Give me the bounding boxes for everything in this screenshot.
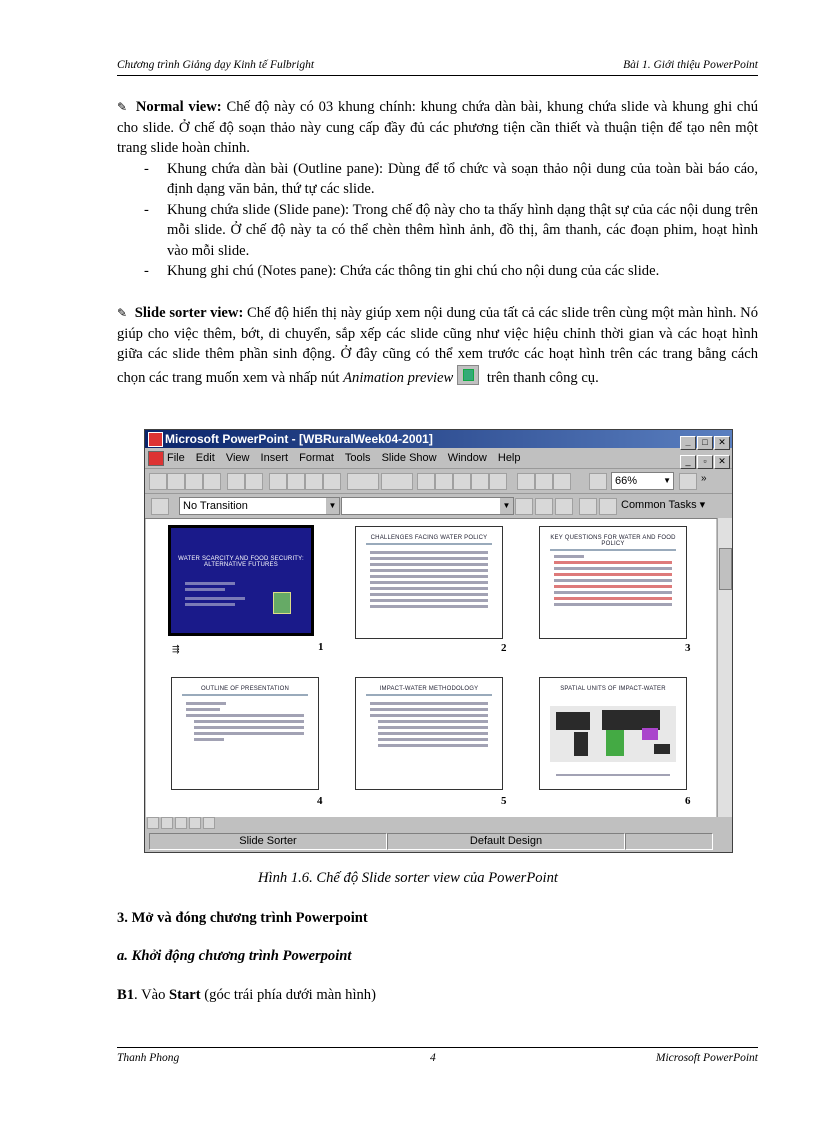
- slide-rule: [550, 549, 676, 551]
- slide-line: [370, 708, 488, 711]
- menu-help[interactable]: Help: [497, 452, 521, 464]
- slide-line: [370, 593, 488, 596]
- sorter-view-tail: trên thanh công cụ.: [483, 369, 599, 386]
- document-icon[interactable]: [148, 451, 164, 466]
- preset-animation-select[interactable]: [341, 497, 514, 515]
- map-region: [654, 744, 670, 754]
- slide-line: [378, 744, 488, 747]
- slide-line: [370, 599, 488, 602]
- slide-line: [378, 720, 488, 723]
- slide-line: [186, 708, 220, 711]
- slide-line: [554, 603, 672, 606]
- sorter-view-section: [117, 303, 758, 388]
- header-left: Chương trình Giảng dạy Kinh tế Fulbright: [117, 59, 315, 71]
- chevron-down-icon: ▼: [663, 476, 671, 485]
- animation-preview-term: Animation preview: [343, 369, 454, 386]
- slide-line: [554, 579, 672, 582]
- transition-select[interactable]: [179, 497, 340, 515]
- title-bar: [145, 430, 732, 448]
- cut-icon[interactable]: [269, 473, 287, 490]
- slide-sorter-toolbar: [145, 494, 732, 519]
- slide-number: 6: [685, 795, 691, 807]
- doc-close-button[interactable]: ✕: [714, 455, 730, 469]
- slide-thumbnail-3[interactable]: [539, 526, 687, 639]
- new-slide-icon[interactable]: [489, 473, 507, 490]
- slide-number: 5: [501, 795, 507, 807]
- logo-image: [273, 592, 291, 614]
- slide-line: [370, 702, 488, 705]
- menu-tools[interactable]: Tools: [344, 452, 371, 464]
- slide-sorter-pane: [146, 518, 716, 818]
- world-map-image: [550, 706, 676, 762]
- menu-window[interactable]: Window: [447, 452, 487, 464]
- section-3-heading: 3. Mở và đóng chương trình Powerpoint: [117, 910, 368, 926]
- slide-title: KEY QUESTIONS FOR WATER AND FOOD POLICY: [550, 535, 676, 547]
- common-tasks-label: Common Tasks: [621, 499, 697, 511]
- slide-number: 2: [501, 642, 507, 654]
- list-item: - Khung chứa dàn bài (Outline pane): Dùng để tổ chức và soạn thảo nội dung của toàn bài báo cáo, định dạng văn bản, thứ tự các slide.: [117, 159, 758, 200]
- slide-line: [370, 581, 488, 584]
- slide-number: 4: [317, 795, 323, 807]
- slide-line: [556, 774, 670, 776]
- slide-line: [185, 582, 235, 585]
- slide-line: [554, 567, 672, 570]
- outline-view-icon[interactable]: [161, 817, 173, 829]
- slide-thumbnail-6[interactable]: [539, 677, 687, 790]
- chevron-down-icon: ▼: [500, 498, 513, 514]
- animation-preview-button[interactable]: [515, 498, 533, 515]
- slide-line: [554, 585, 672, 588]
- menu-view[interactable]: View: [225, 452, 250, 464]
- start-term: Start: [169, 987, 201, 1003]
- slide-show-icon[interactable]: [203, 817, 215, 829]
- normal-view-title: Normal view:: [135, 99, 222, 115]
- slide-line: [185, 597, 245, 600]
- slide-line: [554, 561, 672, 564]
- email-icon[interactable]: [203, 473, 221, 490]
- powerpoint-app-icon: [148, 432, 163, 447]
- help-icon[interactable]: [679, 473, 697, 490]
- slide-title: CHALLENGES FACING WATER POLICY: [370, 535, 488, 541]
- copy-icon[interactable]: [287, 473, 305, 490]
- expand-icon[interactable]: [517, 473, 535, 490]
- menu-edit[interactable]: Edit: [195, 452, 215, 464]
- format-painter-icon[interactable]: [323, 473, 341, 490]
- page-number: 4: [430, 1052, 436, 1064]
- status-design: Default Design: [387, 833, 625, 850]
- common-tasks-button[interactable]: Common Tasks ▾: [621, 499, 706, 511]
- slide-number: 1: [318, 641, 324, 653]
- slide-line: [194, 726, 304, 729]
- slide-line: [370, 587, 488, 590]
- hide-slide-icon[interactable]: [535, 498, 553, 515]
- list-item: - Khung chứa slide (Slide pane): Trong chế độ này cho ta thấy hình dạng thật sự của các nội dung trên mỗi slide. Ở chế độ này ta có thể chèn thêm hình ảnh, đồ thị, âm thanh, các đoạn phim, hoạt hình vào mỗi slide.: [117, 200, 758, 262]
- normal-view-paragraph: [117, 97, 758, 159]
- slide-title: WATER SCARCITY AND FOOD SECURITY: ALTERNATIVE FUTURES: [178, 556, 304, 568]
- open-icon[interactable]: [167, 473, 185, 490]
- normal-view-section: [117, 97, 758, 282]
- redo-icon[interactable]: [381, 473, 413, 490]
- slide-line: [194, 732, 304, 735]
- slide-line: [378, 732, 488, 735]
- step-label: B1: [117, 987, 135, 1003]
- standard-toolbar: [145, 469, 732, 494]
- menu-format[interactable]: Format: [299, 452, 334, 464]
- slide-view-icon[interactable]: [175, 817, 187, 829]
- slide-rule: [182, 694, 308, 696]
- map-region: [602, 710, 660, 730]
- rehearse-timings-icon[interactable]: [555, 498, 573, 515]
- sorter-view-text: Chế độ hiển thị này giúp xem nội dung của tất cả các slide trên cùng một màn hình. Nó giúp cho việc thêm, bớt, di chuyển, sắp xếp các slide cũng như việc hiệu chỉnh thời gian và các hoạt hình giữa các slide thêm phần sinh động. Ở đây cũng có thể xem trước các hoạt hình trên các trang bằng cách chọn các trang muốn xem và nhấp nút: [117, 305, 758, 386]
- slide-number: 3: [685, 642, 691, 654]
- slide-line: [370, 557, 488, 560]
- slide-line: [554, 573, 672, 576]
- slide-title: OUTLINE OF PRESENTATION: [200, 686, 290, 692]
- window-title: Microsoft PowerPoint - [WBRuralWeek04-2001]: [165, 432, 433, 446]
- list-item: - Khung ghi chú (Notes pane): Chứa các thông tin ghi chú cho nội dung của các slide.: [117, 261, 758, 282]
- powerpoint-window: [144, 429, 733, 853]
- slide-line: [194, 720, 304, 723]
- chevron-down-icon: ▼: [326, 498, 339, 514]
- doc-minimize-button[interactable]: _: [680, 455, 696, 469]
- slide-sorter-view-icon[interactable]: [189, 817, 201, 829]
- spelling-icon[interactable]: [245, 473, 263, 490]
- slide-line: [185, 603, 235, 606]
- slide-line: [370, 569, 488, 572]
- scroll-thumb[interactable]: [719, 548, 732, 590]
- status-bar: [145, 832, 730, 850]
- slide-line: [370, 551, 488, 554]
- slide-rule: [366, 543, 492, 545]
- slide-line: [554, 591, 672, 594]
- zoom-value: 66%: [615, 475, 638, 487]
- map-region: [574, 732, 588, 756]
- menu-slide-show[interactable]: Slide Show: [381, 452, 437, 464]
- map-region: [642, 728, 658, 740]
- minimize-button[interactable]: _: [680, 436, 696, 450]
- slide-line: [370, 575, 488, 578]
- pen-bullet-icon: ✎: [117, 100, 128, 114]
- show-formatting-icon[interactable]: [535, 473, 553, 490]
- text-size-icon[interactable]: [589, 473, 607, 490]
- transition-value: No Transition: [183, 500, 248, 512]
- slide-line: [370, 605, 488, 608]
- hyperlink-icon[interactable]: [417, 473, 435, 490]
- step-text: . Vào: [134, 987, 170, 1003]
- doc-restore-button[interactable]: ▫: [697, 455, 713, 469]
- slide-line: [370, 714, 488, 717]
- slide-line: [185, 588, 225, 591]
- menu-bar: [145, 448, 732, 469]
- page-footer: [117, 1047, 758, 1068]
- step-b1: [117, 985, 758, 1006]
- slide-line: [186, 714, 304, 717]
- tables-icon[interactable]: [435, 473, 453, 490]
- insert-table-icon[interactable]: [453, 473, 471, 490]
- page-header: [117, 57, 758, 76]
- maximize-button[interactable]: □: [697, 436, 713, 450]
- slide-title: SPATIAL UNITS OF IMPACT-WATER: [560, 686, 666, 692]
- footer-left: Thanh Phong: [117, 1052, 180, 1064]
- header-right: Bài 1. Giới thiệu PowerPoint: [623, 59, 758, 71]
- paste-icon[interactable]: [305, 473, 323, 490]
- insert-chart-icon[interactable]: [471, 473, 489, 490]
- slide-transition-icon[interactable]: [151, 498, 169, 515]
- slide-line: [554, 555, 584, 558]
- map-region: [606, 730, 624, 756]
- status-view: Slide Sorter: [149, 833, 387, 850]
- slide-thumbnail-2[interactable]: [355, 526, 503, 639]
- save-icon[interactable]: [185, 473, 203, 490]
- figure-caption: Hình 1.6. Chế độ Slide sorter view của PowerPoint: [258, 870, 558, 886]
- menu-insert[interactable]: Insert: [260, 452, 289, 464]
- slide-rule: [366, 694, 492, 696]
- slide-line: [370, 563, 488, 566]
- print-icon[interactable]: [227, 473, 245, 490]
- slide-line: [554, 597, 672, 600]
- new-icon[interactable]: [149, 473, 167, 490]
- slide-line: [378, 726, 488, 729]
- slide-line: [378, 738, 488, 741]
- footer-right: Microsoft PowerPoint: [655, 1052, 758, 1064]
- normal-view-icon[interactable]: [147, 817, 159, 829]
- map-region: [556, 712, 590, 730]
- close-button[interactable]: ✕: [714, 436, 730, 450]
- view-buttons-bar: [145, 817, 730, 831]
- toolbar-overflow-icon[interactable]: »: [701, 473, 707, 484]
- slide-thumbnail-5[interactable]: [355, 677, 503, 790]
- pen-bullet-icon: ✎: [117, 306, 128, 320]
- normal-view-text: Chế độ này có 03 khung chính: khung chứa dàn bài, khung chứa slide và khung ghi chú cho slide. Ở chế độ soạn thảo này cung cấp đầy đủ các phương tiện cần thiết và thuận tiện để tạo nên một trang slide hoàn chỉnh.: [117, 99, 758, 156]
- transition-marker-icon: ⇶: [172, 644, 180, 654]
- step-tail: (góc trái phía dưới màn hình): [200, 987, 376, 1003]
- slide-line: [194, 738, 224, 741]
- slide-thumbnail-4[interactable]: [171, 677, 319, 790]
- animation-preview-icon: [457, 365, 479, 385]
- undo-icon[interactable]: [347, 473, 379, 490]
- slide-title: IMPACT-WATER METHODOLOGY: [379, 686, 479, 692]
- status-extra: [625, 833, 713, 850]
- vertical-scrollbar[interactable]: [717, 518, 732, 817]
- slide-line: [186, 702, 226, 705]
- zoom-select[interactable]: [611, 472, 674, 490]
- slide-thumbnail-1[interactable]: [168, 525, 314, 636]
- summary-slide-icon[interactable]: [579, 498, 597, 515]
- section-3a-heading: a. Khởi động chương trình Powerpoint: [117, 948, 352, 964]
- normal-view-list: [117, 159, 758, 282]
- menu-file[interactable]: File: [167, 452, 185, 464]
- grayscale-icon[interactable]: [553, 473, 571, 490]
- sorter-view-title: Slide sorter view:: [134, 305, 244, 321]
- speaker-notes-icon[interactable]: [599, 498, 617, 515]
